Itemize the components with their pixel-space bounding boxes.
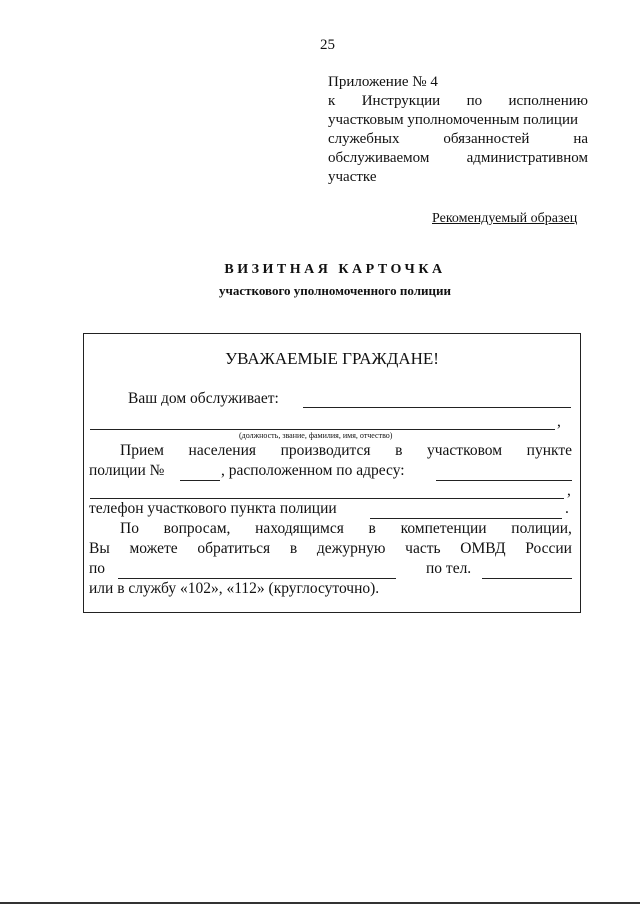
- address-field-2[interactable]: [90, 498, 564, 499]
- text-word: находящимся: [255, 520, 344, 537]
- reception-line-1: [120, 442, 572, 460]
- text-word: По: [120, 520, 139, 537]
- department-field[interactable]: [118, 578, 396, 579]
- text-word: производится: [280, 442, 371, 459]
- questions-line-2: [89, 540, 572, 558]
- served-by-field[interactable]: [303, 407, 571, 408]
- questions-line-4: или в службу «102», «112» (круглосуточно).: [89, 580, 380, 597]
- page-bottom-edge: [0, 902, 640, 904]
- served-by-label: Ваш дом обслуживает:: [128, 390, 279, 407]
- text-word: участковом: [427, 442, 503, 459]
- text-word: часть: [405, 540, 441, 557]
- appendix-line-1: [328, 92, 588, 111]
- comma-2: ,: [567, 482, 571, 499]
- text-word: в: [395, 442, 403, 459]
- reception-line-2a: полиции №: [89, 462, 165, 479]
- card-heading: УВАЖАЕМЫЕ ГРАЖДАНЕ!: [225, 349, 439, 368]
- appendix-line-2: участковым уполномоченным полиции: [328, 112, 579, 128]
- text-word: обратиться: [197, 540, 271, 557]
- text-word: пункте: [526, 442, 572, 459]
- appendix-line-5: участке: [328, 169, 377, 185]
- text-word: дежурную: [316, 540, 386, 557]
- appendix-word: исполнению: [508, 93, 588, 109]
- duty-phone-field[interactable]: [482, 578, 572, 579]
- appendix-title: Приложение № 4: [328, 74, 438, 90]
- phone-label: телефон участкового пункта полиции: [89, 500, 337, 517]
- appendix-word: по: [466, 93, 483, 109]
- text-word: вопросам,: [163, 520, 231, 537]
- text-word: Вы: [89, 540, 110, 557]
- comma: ,: [557, 413, 561, 430]
- appendix-line-4: [328, 149, 588, 168]
- appendix-word: Инструкции: [361, 93, 441, 109]
- appendix-word: обслуживаемом: [328, 150, 430, 166]
- text-word: полиции,: [511, 520, 572, 537]
- officer-field[interactable]: [90, 429, 555, 430]
- appendix-line-3: [328, 130, 588, 149]
- appendix-word: административном: [466, 150, 588, 166]
- text-word: в: [368, 520, 376, 537]
- appendix-word: на: [573, 131, 588, 147]
- text-word: населения: [188, 442, 256, 459]
- text-word: можете: [129, 540, 178, 557]
- appendix-word: служебных: [328, 131, 400, 147]
- recommended-sample: Рекомендуемый образец: [432, 211, 578, 226]
- officer-caption: (должность, звание, фамилия, имя, отчество): [239, 431, 393, 440]
- business-card: [83, 333, 581, 613]
- address-field[interactable]: [436, 480, 572, 481]
- document-subtitle: участкового уполномоченного полиции: [219, 283, 451, 298]
- questions-line-3a: по: [89, 560, 106, 577]
- text-word: ОМВД: [460, 540, 506, 557]
- questions-line-3b: по тел.: [426, 560, 472, 577]
- appendix-word: к: [328, 93, 336, 109]
- questions-line-1: [120, 520, 572, 538]
- phone-field[interactable]: [370, 518, 562, 519]
- period: .: [565, 500, 569, 517]
- appendix-word: обязанностей: [443, 131, 530, 147]
- document-title: ВИЗИТНАЯ КАРТОЧКА: [224, 262, 446, 277]
- reception-line-2b: , расположенном по адресу:: [221, 462, 405, 479]
- appendix-block: [328, 73, 588, 187]
- page-number: 25: [320, 37, 335, 53]
- text-word: в: [289, 540, 298, 557]
- text-word: компетенции: [400, 520, 487, 537]
- text-word: Прием: [120, 442, 164, 459]
- point-number-field[interactable]: [180, 480, 220, 481]
- text-word: России: [525, 540, 572, 557]
